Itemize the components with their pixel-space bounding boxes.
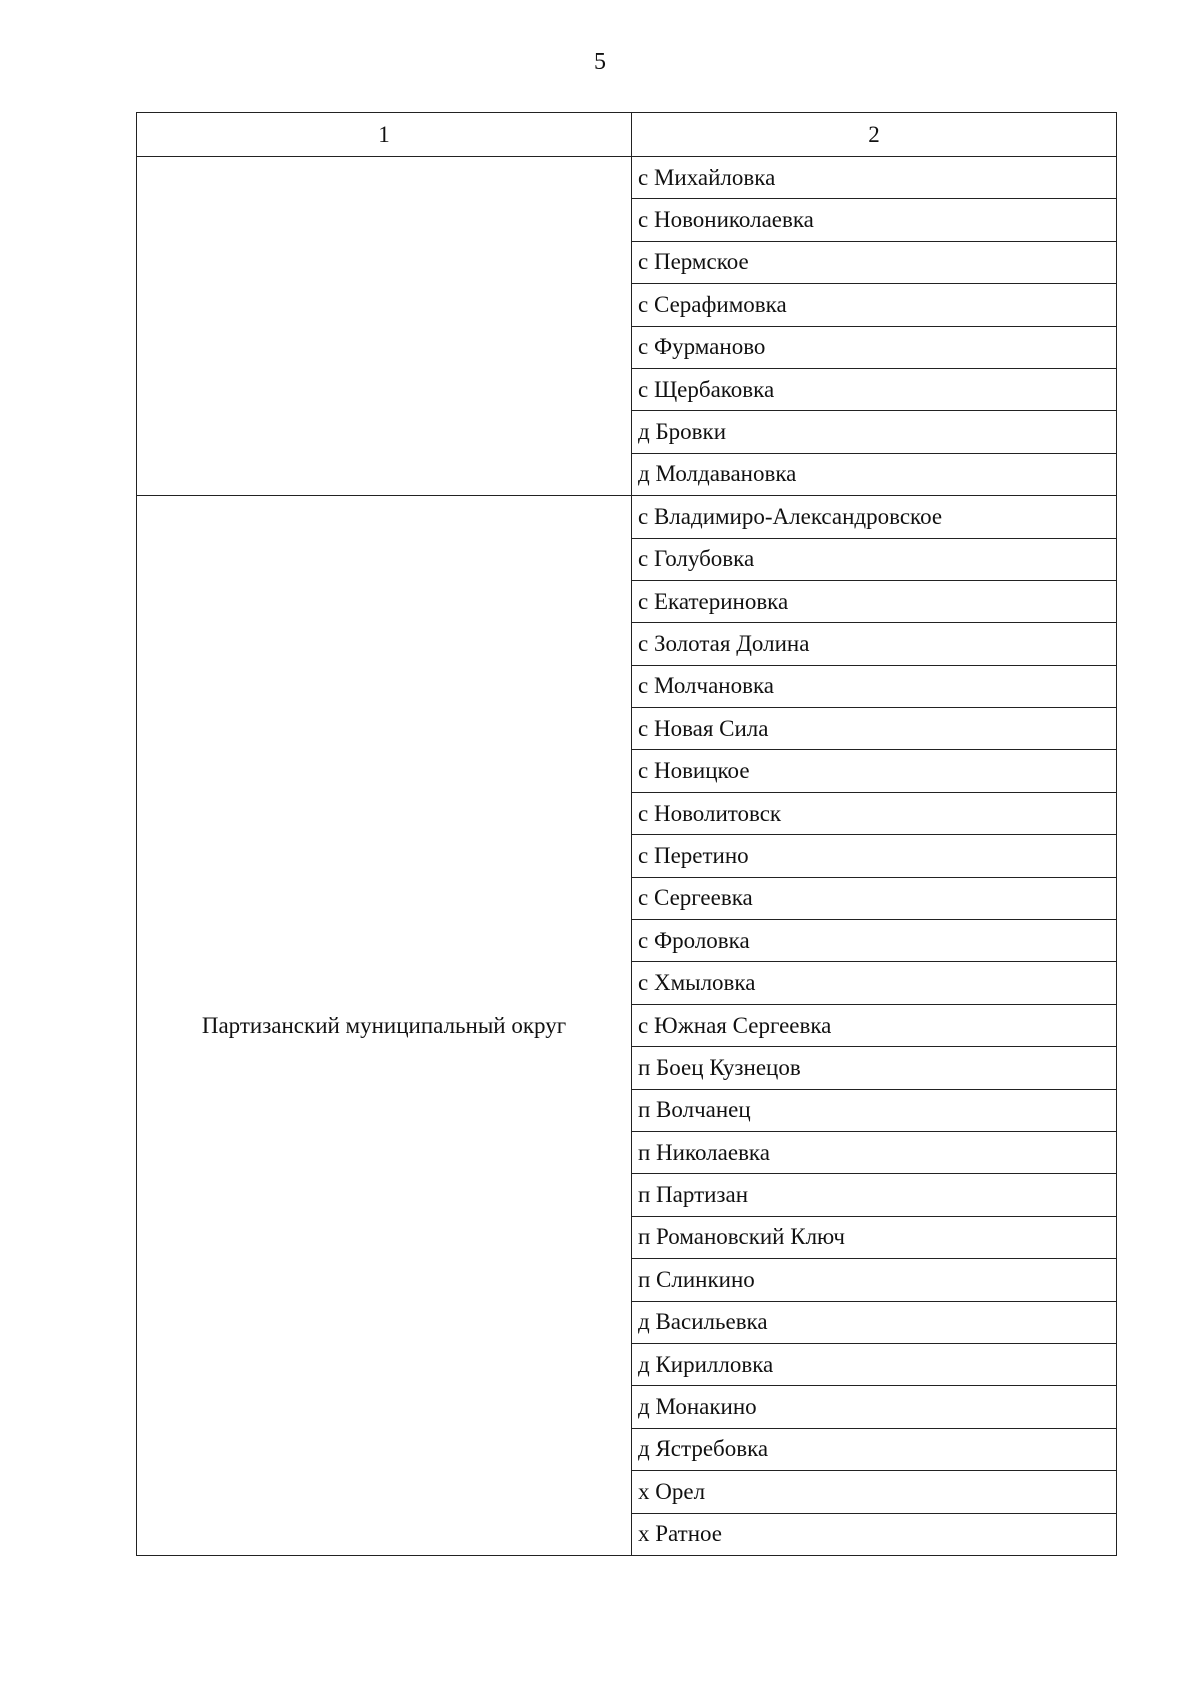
settlement-cell: п Волчанец	[632, 1089, 1117, 1131]
settlement-cell: с Владимиро-Александровское	[632, 496, 1117, 538]
settlement-cell: п Партизан	[632, 1174, 1117, 1216]
column-header-1: 1	[137, 113, 632, 157]
settlement-cell: д Кирилловка	[632, 1343, 1117, 1385]
settlement-cell: с Новая Сила	[632, 708, 1117, 750]
settlement-cell: с Молчановка	[632, 665, 1117, 707]
settlement-cell: п Слинкино	[632, 1259, 1117, 1301]
settlement-cell: п Боец Кузнецов	[632, 1047, 1117, 1089]
district-name-cell	[137, 157, 632, 496]
settlement-cell: с Екатериновка	[632, 580, 1117, 622]
settlement-cell: х Орел	[632, 1471, 1117, 1513]
settlement-cell: с Фурманово	[632, 326, 1117, 368]
table-body	[137, 113, 1117, 1556]
settlement-cell: с Новицкое	[632, 750, 1117, 792]
settlement-cell: с Серафимовка	[632, 284, 1117, 326]
settlement-cell: х Ратное	[632, 1513, 1117, 1555]
table-row	[137, 496, 1117, 538]
settlement-cell: с Щербаковка	[632, 368, 1117, 410]
settlements-table	[136, 112, 1117, 1556]
settlement-cell: с Сергеевка	[632, 877, 1117, 919]
settlement-cell: с Золотая Долина	[632, 623, 1117, 665]
settlement-cell: с Михайловка	[632, 157, 1117, 199]
settlement-cell: с Перетино	[632, 835, 1117, 877]
settlement-cell: д Васильевка	[632, 1301, 1117, 1343]
settlement-cell: с Новолитовск	[632, 792, 1117, 834]
table-row	[137, 157, 1117, 199]
column-header-2: 2	[632, 113, 1117, 157]
settlement-cell: с Южная Сергеевка	[632, 1004, 1117, 1046]
settlement-cell: с Фроловка	[632, 920, 1117, 962]
settlement-cell: д Монакино	[632, 1386, 1117, 1428]
settlement-cell: с Голубовка	[632, 538, 1117, 580]
settlement-cell: д Ястребовка	[632, 1428, 1117, 1470]
district-name-cell: Партизанский муниципальный округ	[137, 496, 632, 1556]
settlement-cell: с Новониколаевка	[632, 199, 1117, 241]
header-row	[137, 113, 1117, 157]
settlement-cell: п Николаевка	[632, 1131, 1117, 1173]
settlement-cell: п Романовский Ключ	[632, 1216, 1117, 1258]
settlement-cell: д Бровки	[632, 411, 1117, 453]
settlement-cell: с Пермское	[632, 241, 1117, 283]
settlement-cell: с Хмыловка	[632, 962, 1117, 1004]
settlement-cell: д Молдавановка	[632, 453, 1117, 495]
page-number: 5	[594, 49, 606, 75]
